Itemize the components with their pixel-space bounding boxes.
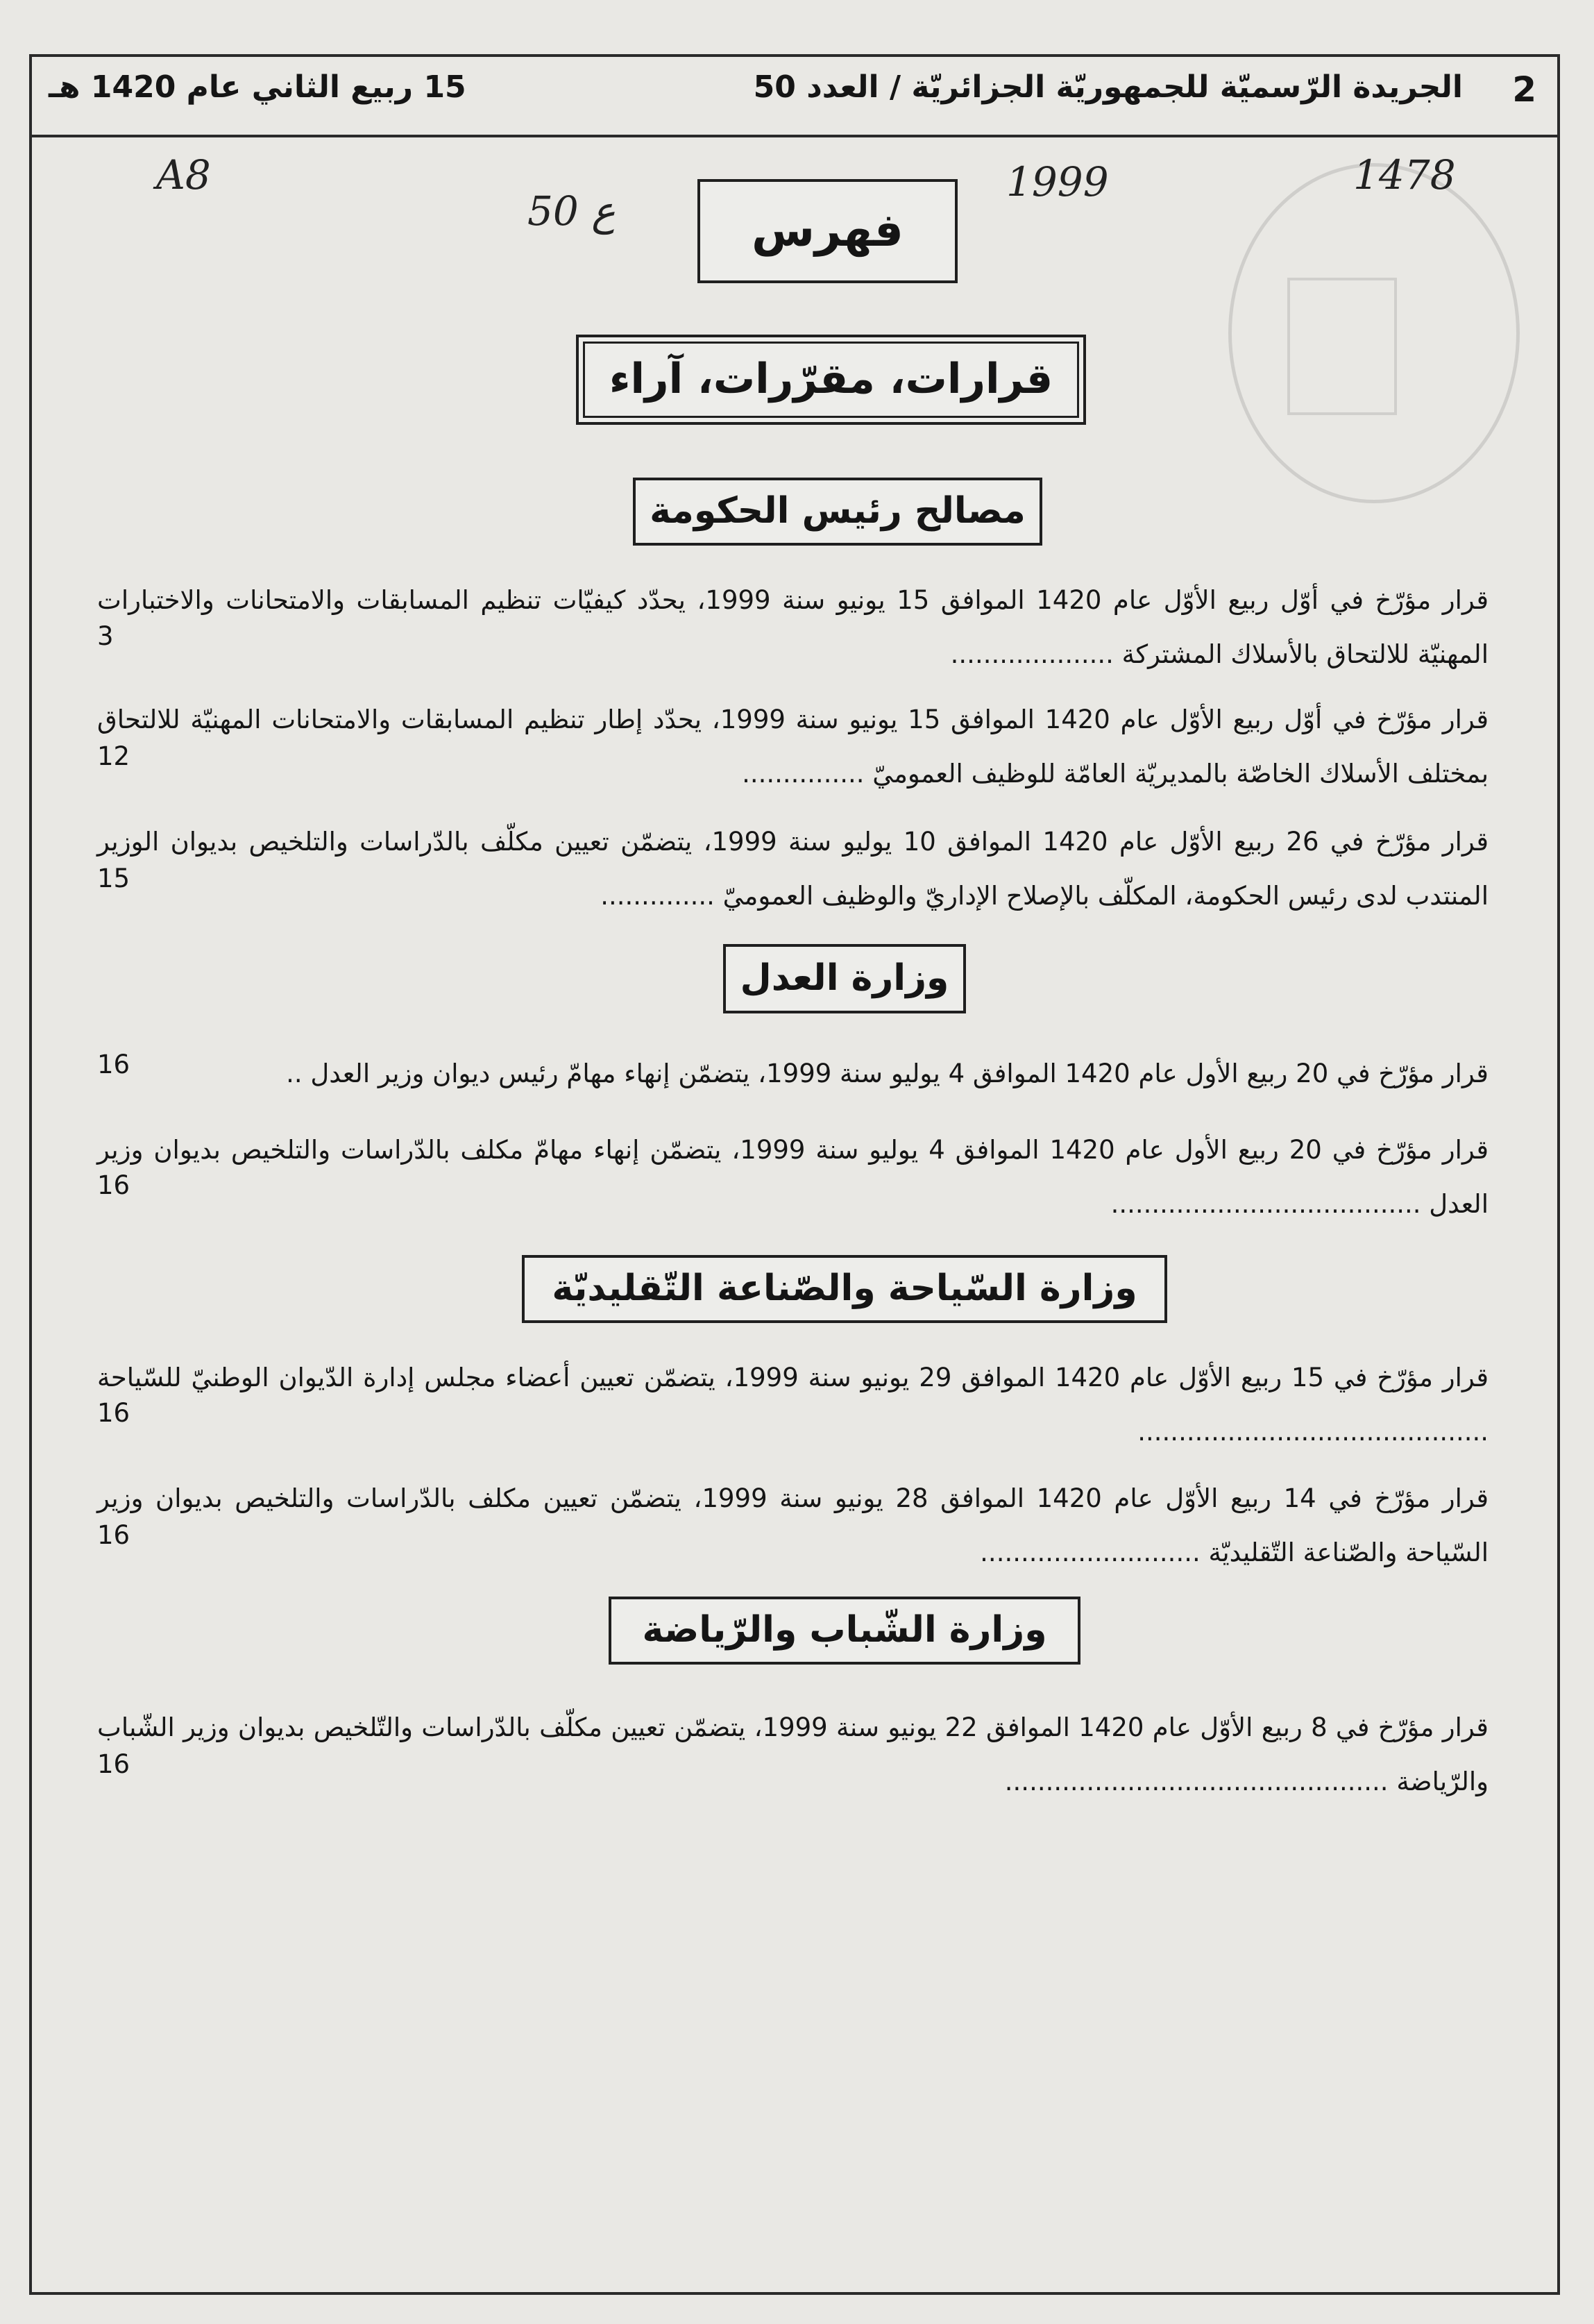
page-header bbox=[29, 54, 1560, 137]
list-item: قرار مؤرّخ في 14 ربيع الأوّل عام 1420 الموافق 28 يونيو سنة 1999، يتضمّن تعيين مكلف بالدّراسات والتلخيص بديوان وزير السّياحة والصّناعة التّقليديّة ........................... bbox=[97, 1483, 1489, 1567]
entry-text: قرار مؤرّخ في 15 ربيع الأوّل عام 1420 الموافق 29 يونيو سنة 1999، يتضمّن تعيين أعضاء مجلس إدارة الدّيوان الوطنيّ للسّياحة bbox=[97, 1363, 1489, 1392]
handwritten-ref-left: A8 bbox=[156, 151, 211, 199]
faded-stamp-emblem bbox=[1287, 278, 1397, 415]
page-number: 2 bbox=[1512, 69, 1536, 110]
journal-title: الجريدة الرّسميّة للجمهوريّة الجزائريّة / العدد 50 bbox=[753, 69, 1463, 105]
entry-text: قرار مؤرّخ في أوّل ربيع الأوّل عام 1420 الموافق 15 يونيو سنة 1999، يحدّد كيفيّات تنظيم المسابقات والامتحانات والاختبارات المهنيّة للالتحاق بالأسلاك المشتركة bbox=[97, 585, 1489, 669]
list-item: قرار مؤرّخ في أوّل ربيع الأوّل عام 1420 الموافق 15 يونيو سنة 1999، يحدّد كيفيّات تنظيم المسابقات والامتحانات والاختبارات المهنيّة للالتحاق بالأسلاك المشتركة .................... bbox=[97, 585, 1489, 669]
entry-text: قرار مؤرّخ في أوّل ربيع الأوّل عام 1420 الموافق 15 يونيو سنة 1999، يحدّد إطار تنظيم المسابقات والامتحانات المهنيّة للالتحاق بمختلف الأسلاك الخاصّة بالمديريّة العامّة للوظيف العموميّ bbox=[97, 705, 1489, 789]
entry-page: 12 bbox=[97, 741, 130, 771]
entry-page: 16 bbox=[97, 1749, 130, 1779]
entry-page: 16 bbox=[97, 1520, 130, 1550]
main-section-title: قرارات، مقرّرات، آراء bbox=[576, 335, 1086, 425]
list-item: قرار مؤرّخ في أوّل ربيع الأوّل عام 1420 الموافق 15 يونيو سنة 1999، يحدّد إطار تنظيم المسابقات والامتحانات المهنيّة للالتحاق بمختلف الأسلاك الخاصّة بالمديريّة العامّة للوظيف العموميّ ............... bbox=[97, 705, 1489, 789]
list-item: قرار مؤرّخ في 20 ربيع الأول عام 1420 الموافق 4 يوليو سنة 1999، يتضمّن إنهاء مهامّ مكلف بالدّراسات والتلخيص بديوان وزير العدل ...................................... bbox=[97, 1135, 1489, 1219]
list-item: قرار مؤرّخ في 20 ربيع الأول عام 1420 الموافق 4 يوليو سنة 1999، يتضمّن إنهاء مهامّ رئيس ديوان وزير العدل .. bbox=[286, 1059, 1489, 1088]
handwritten-ref-right: 1478 bbox=[1353, 151, 1456, 199]
section-title-youth-sports: وزارة الشّباب والرّياضة bbox=[609, 1597, 1080, 1665]
section-title-government: مصالح رئيس الحكومة bbox=[633, 478, 1042, 546]
list-item: قرار مؤرّخ في 8 ربيع الأوّل عام 1420 الموافق 22 يونيو سنة 1999، يتضمّن تعيين مكلّف بالدّراسات والتّلخيص بديوان وزير الشّباب والرّياضة ............................................... bbox=[97, 1712, 1489, 1796]
list-item: قرار مؤرّخ في 26 ربيع الأوّل عام 1420 الموافق 10 يوليو سنة 1999، يتضمّن تعيين مكلّف بالدّراسات والتلخيص بديوان الوزير المنتدب لدى رئيس الحكومة، المكلّف بالإصلاح الإداريّ والوظيف العموميّ .............. bbox=[97, 827, 1489, 911]
index-title: فهرس bbox=[697, 179, 958, 283]
entry-page: 3 bbox=[97, 621, 114, 651]
list-item: قرار مؤرّخ في 15 ربيع الأوّل عام 1420 الموافق 29 يونيو سنة 1999، يتضمّن تعيين أعضاء مجلس إدارة الدّيوان الوطنيّ للسّياحة ........................................... bbox=[97, 1363, 1489, 1447]
entry-page: 16 bbox=[97, 1398, 130, 1428]
entry-text: قرار مؤرّخ في 8 ربيع الأوّل عام 1420 الموافق 22 يونيو سنة 1999، يتضمّن تعيين مكلّف بالدّراسات والتّلخيص بديوان وزير الشّباب والرّياضة bbox=[97, 1712, 1489, 1796]
handwritten-year: 1999 bbox=[1006, 158, 1109, 205]
issue-date: 15 ربيع الثاني عام 1420 هـ bbox=[49, 69, 466, 105]
entry-page: 16 bbox=[97, 1050, 130, 1079]
entry-text: قرار مؤرّخ في 20 ربيع الأول عام 1420 الموافق 4 يوليو سنة 1999، يتضمّن إنهاء مهامّ رئيس ديوان وزير العدل bbox=[310, 1059, 1489, 1088]
handwritten-ref-middle: ع 50 bbox=[527, 187, 616, 235]
entry-page: 15 bbox=[97, 864, 130, 893]
entry-text: قرار مؤرّخ في 26 ربيع الأوّل عام 1420 الموافق 10 يوليو سنة 1999، يتضمّن تعيين مكلّف بالدّراسات والتلخيص بديوان الوزير المنتدب لدى رئيس الحكومة، المكلّف بالإصلاح الإداريّ والوظيف العموميّ bbox=[97, 827, 1489, 911]
entry-text: قرار مؤرّخ في 20 ربيع الأول عام 1420 الموافق 4 يوليو سنة 1999، يتضمّن إنهاء مهامّ مكلف بالدّراسات والتلخيص بديوان وزير العدل bbox=[97, 1135, 1489, 1219]
entry-text: قرار مؤرّخ في 14 ربيع الأوّل عام 1420 الموافق 28 يونيو سنة 1999، يتضمّن تعيين مكلف بالدّراسات والتلخيص بديوان وزير السّياحة والصّناعة التّقليديّة bbox=[97, 1483, 1489, 1567]
section-title-tourism: وزارة السّياحة والصّناعة التّقليديّة bbox=[522, 1255, 1167, 1323]
entry-page: 16 bbox=[97, 1170, 130, 1200]
section-title-justice: وزارة العدل bbox=[723, 944, 966, 1013]
